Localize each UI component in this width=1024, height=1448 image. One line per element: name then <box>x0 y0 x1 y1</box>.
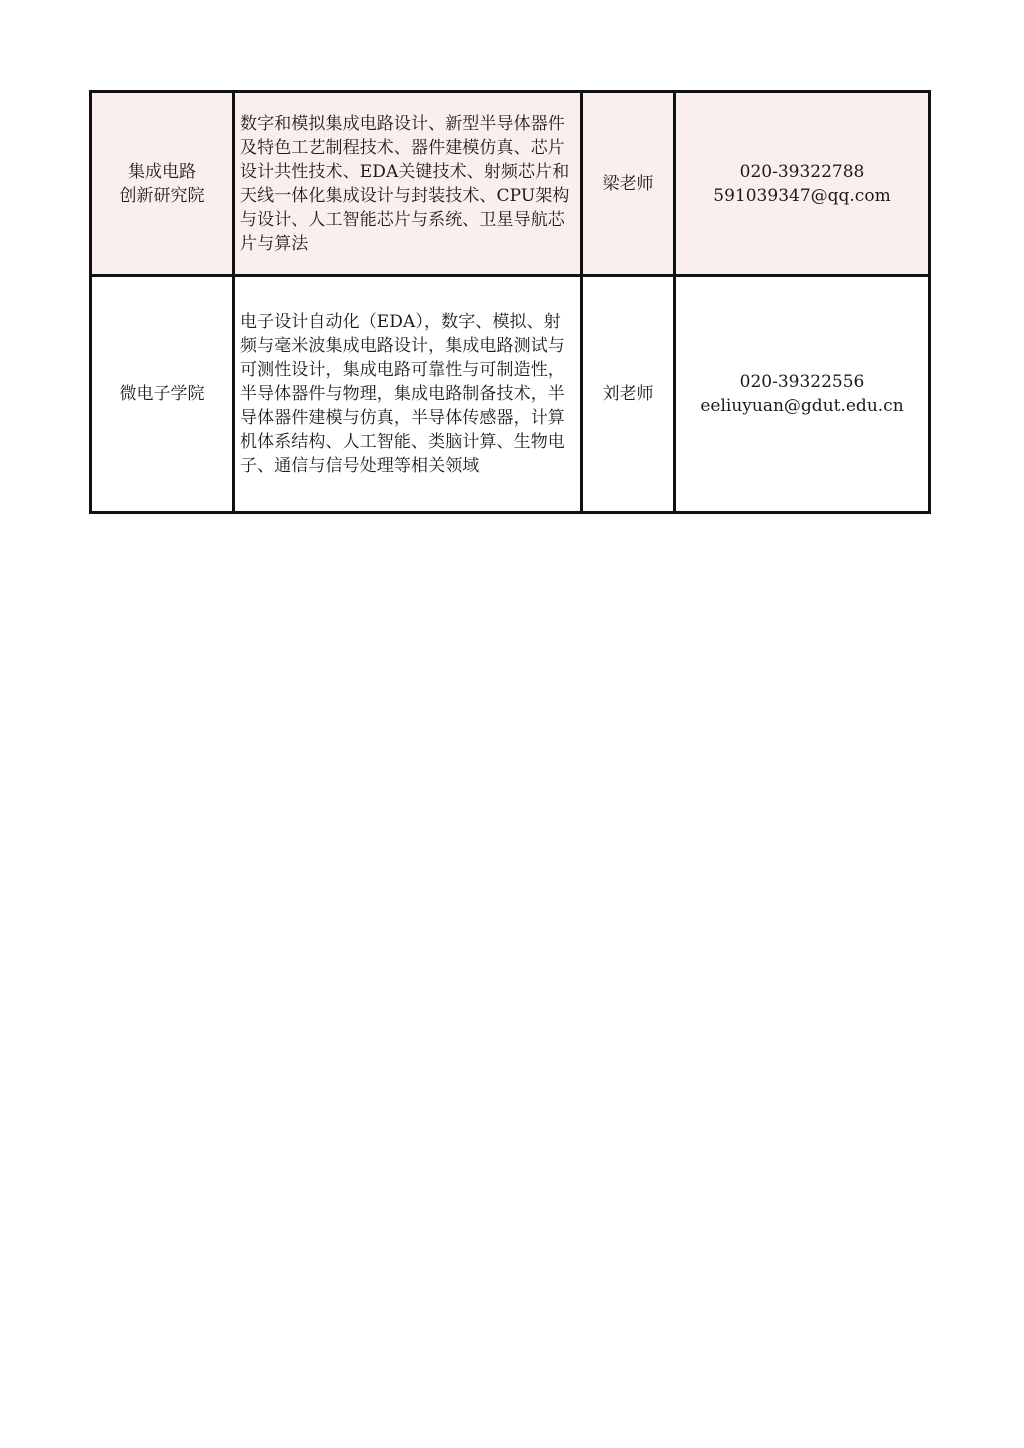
institute-name-line: 集成电路 <box>128 161 196 182</box>
institute-name-line: 微电子学院 <box>119 384 205 404</box>
email-address: eeliuyuan@gdut.edu.cn <box>700 396 904 416</box>
teacher-name: 梁老师 <box>602 173 654 194</box>
table-row <box>91 92 930 276</box>
teacher-cell <box>582 276 675 513</box>
contact-table <box>89 90 931 514</box>
phone-number: 020-39322788 <box>739 161 865 182</box>
institute-cell <box>91 276 234 513</box>
research-fields-cell <box>234 276 582 513</box>
institute-cell <box>91 92 234 276</box>
teacher-cell <box>582 92 675 276</box>
email-address: 591039347@qq.com <box>713 185 891 206</box>
contact-cell <box>675 92 930 276</box>
research-fields-cell <box>234 92 582 276</box>
research-fields-text: 数字和模拟集成电路设计、新型半导体器件及特色工艺制程技术、器件建模仿真、芯片设计共性技术、EDA关键技术、射频芯片和天线一体化集成设计与封装技术、CPU架构与设计、人工智能芯片与系统、卫星导航芯片与算法 <box>240 113 570 254</box>
teacher-name: 刘老师 <box>602 384 654 404</box>
institute-name-line: 创新研究院 <box>119 185 205 206</box>
phone-number: 020-39322556 <box>739 372 865 392</box>
table-row <box>91 276 930 513</box>
contact-cell <box>675 276 930 513</box>
research-fields-text: 电子设计自动化（EDA），数字、模拟、射频与毫米波集成电路设计，集成电路测试与可测性设计，集成电路可靠性与可制造性，半导体器件与物理，集成电路制备技术，半导体器件建模与仿真，半导体传感器，计算机体系结构、人工智能、类脑计算、生物电子、通信与信号处理等相关领域 <box>240 312 565 476</box>
